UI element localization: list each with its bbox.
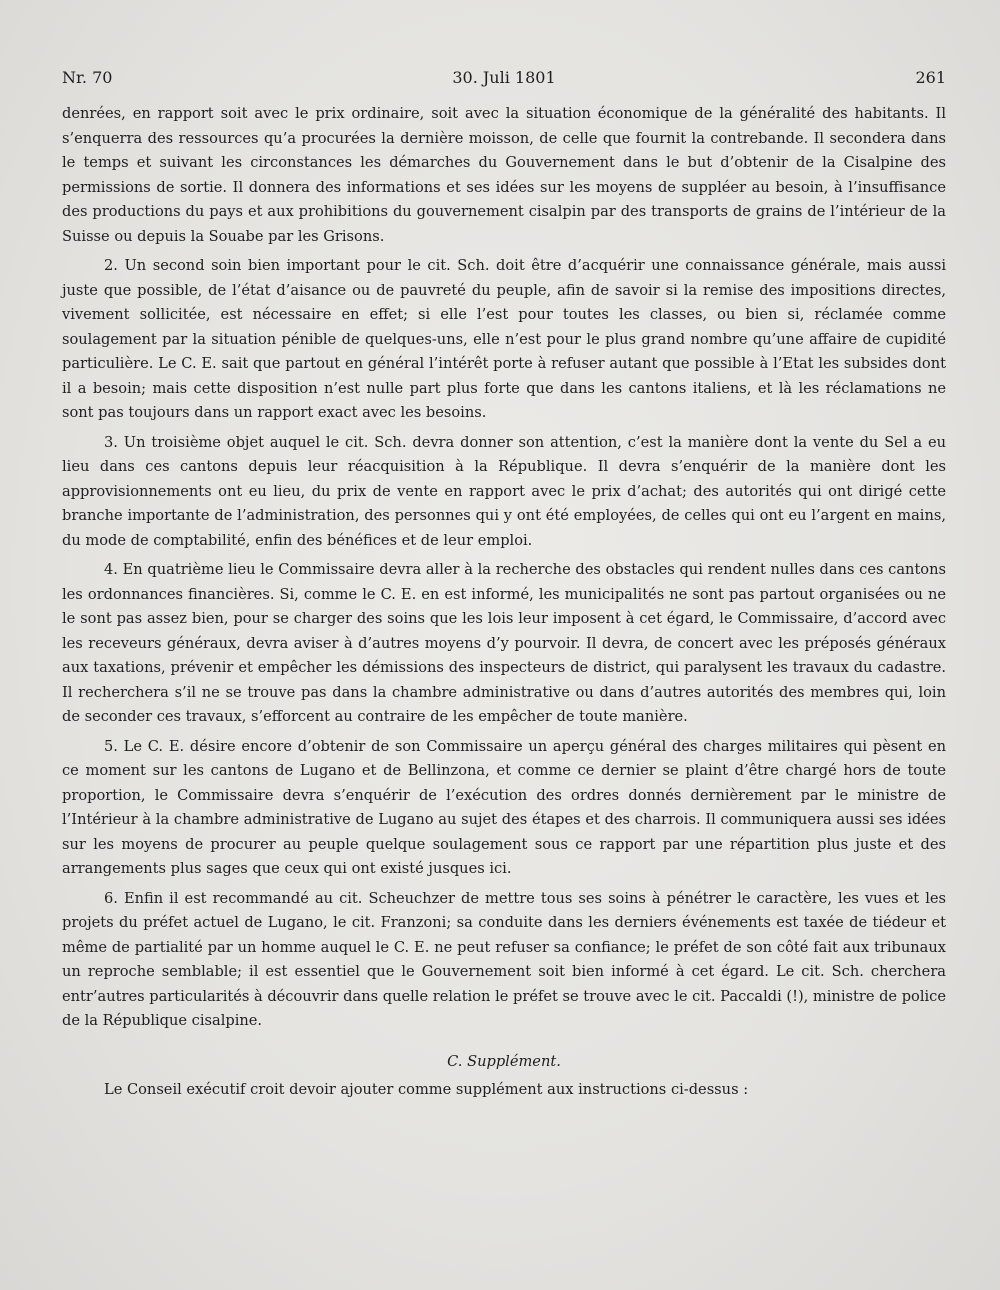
document-body (62, 102, 946, 1103)
section-title: C. Supplément. (447, 1052, 561, 1070)
document-date: 30. Juli 1801 (452, 68, 556, 87)
paragraph-point-6: 6. Enfin il est recommandé au cit. Scheuchzer de mettre tous ses soins à pénétrer le caractère, les vues et les projets du préfet actuel de Lugano, le cit. Franzoni; sa conduite dans les derniers événements est taxée de tiédeur et même de partialité par un homme auquel le C. E. ne peut refuser sa confiance; le préfet de son côté fait aux tribunaux un reproche semblable; il est essentiel que le Gouvernement soit bien informé à cet égard. Le cit. Sch. cherchera entr’autres particularités à découvrir dans quelle relation le préfet se trouve avec le cit. Paccaldi (!), ministre de police de la République cisalpine. (62, 889, 946, 1029)
section-paragraph: Le Conseil exécutif croit devoir ajouter comme supplément aux instructions ci-dessus : (104, 1081, 749, 1098)
page-number: 261 (915, 68, 946, 87)
paragraph-point-3: 3. Un troisième objet auquel le cit. Sch. devra donner son attention, c’est la manière dont la vente du Sel a eu lieu dans ces cantons depuis leur réacquisition à la République. Il devra s’enquérir de la manière dont les approvisionnements ont eu lieu, du prix de vente en rapport avec le prix d’achat; des autorités qui ont dirigé cette branche importante de l’administration, des personnes qui y ont été employées, de celles qui ont eu l’argent en mains, du mode de comptabilité, enfin des bénéfices et de leur emploi. (62, 433, 946, 549)
document-number: Nr. 70 (62, 68, 113, 87)
paragraph-point-4: 4. En quatrième lieu le Commissaire devra aller à la recherche des obstacles qui rendent nulles dans ces cantons les ordonnances financières. Si, comme le C. E. en est informé, les municipalités ne sont pas partout organisées ou ne le sont pas assez bien, pour se charger des soins que les lois leur imposent à cet égard, le Commissaire, d’accord avec les receveurs généraux, devra aviser à d’autres moyens d’y pourvoir. Il devra, de concert avec les préposés généraux aux taxations, prévenir et empêcher les démissions des inspecteurs de district, qui paralysent les travaux du cadastre. Il recherchera s’il ne se trouve pas dans la chambre administrative ou dans d’autres autorités des membres qui, loin de seconder ces travaux, s’efforcent au contraire de les empêcher de toute manière. (62, 561, 946, 725)
paragraph-continued: denrées, en rapport soit avec le prix ordinaire, soit avec la situation économique de la généralité des habitants. Il s’enquerra des ressources qu’a procurées la dernière moisson, de celle que fournit la contrebande. Il secondera dans le temps et suivant les circonstances les démarches du Gouvernement dans le but d’obtenir de la Cisalpine des permissions de sortie. Il donnera des informations et ses idées sur les moyens de suppléer au besoin, à l’insuffisance des productions du pays et aux prohibitions du gouvernement cisalpin par des transports de grains de l’intérieur de la Suisse ou depuis la Souabe par les Grisons. (62, 105, 946, 245)
paragraph-point-5: 5. Le C. E. désire encore d’obtenir de son Commissaire un aperçu général des charges militaires qui pèsent en ce moment sur les cantons de Lugano et de Bellinzona, et comme ce dernier se plaint d’être chargé hors de toute proportion, le Commissaire devra s’enquérir de l’exécution des ordres donnés dernièrement par le ministre de l’Intérieur à la chambre administrative de Lugano au sujet des étapes et des charrois. Il communiquera aussi ses idées sur les moyens de procurer au peuple quelque soulagement sous ce rapport par une répartition plus juste et des arrangements plus sages que ceux qui ont existé jusques ici. (62, 737, 946, 877)
running-head (62, 66, 946, 90)
paragraph-point-2: 2. Un second soin bien important pour le cit. Sch. doit être d’acquérir une connaissance générale, mais aussi juste que possible, de l’état d’aisance ou de pauvreté du peuple, afin de savoir si la remise des impositions directes, vivement sollicitée, est nécessaire en effet; si elle l’est pour toutes les classes, ou bien si, réclamée comme soulagement par la situation pénible de quelques-uns, elle n’est pour le plus grand nombre qu’une affaire de cupidité particulière. Le C. E. sait que partout en général l’intérêt porte à refuser autant que possible à l’Etat les subsides dont il a besoin; mais cette disposition n’est nulle part plus forte que dans les cantons italiens, et là les réclamations ne sont pas toujours dans un rapport exact avec les besoins. (62, 257, 946, 421)
